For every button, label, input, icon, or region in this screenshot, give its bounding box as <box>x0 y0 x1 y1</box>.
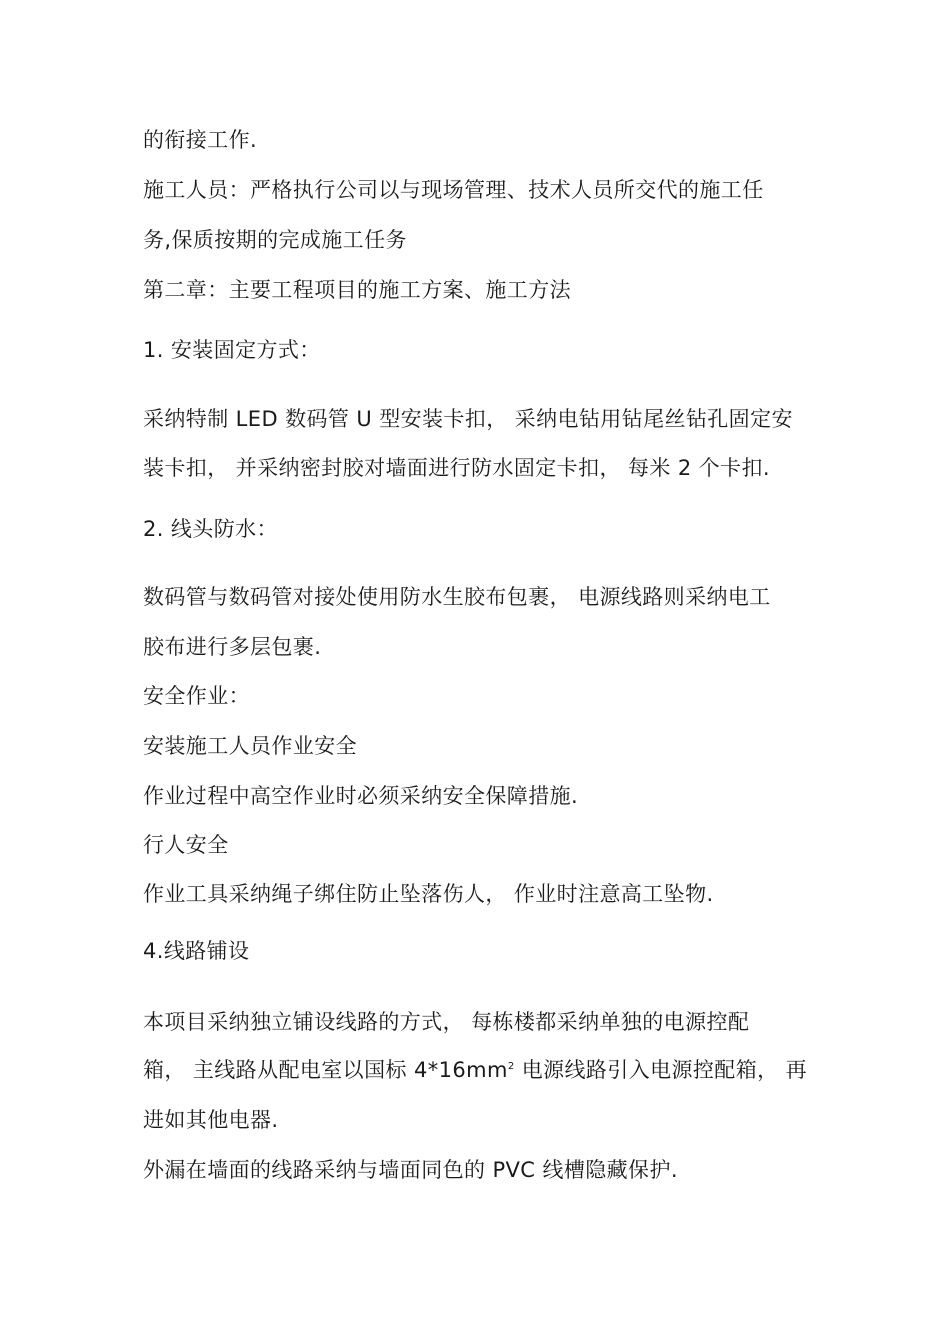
text-line-9: 数码管与数码管对接处使用防水生胶布包裹， 电源线路则采纳电工 <box>143 585 771 609</box>
text-line-10: 胶布进行多层包裹. <box>143 635 322 659</box>
chapter-heading: 第二章：主要工程项目的施工方案、施工方法 <box>143 278 571 302</box>
text-line-18 <box>143 1056 807 1084</box>
section-heading-4: 4.线路铺设 <box>143 939 250 963</box>
text-line-13: 作业过程中高空作业时必须采纳安全保障措施. <box>143 784 579 808</box>
text-line-17: 本项目采纳独立铺设线路的方式， 每栋楼都采纳单独的电源控配 <box>143 1010 750 1034</box>
superscript-2: 2 <box>507 1061 515 1072</box>
text-line-11: 安全作业： <box>143 684 250 708</box>
text-line-15: 作业工具采纳绳子绑住防止坠落伤人， 作业时注意高工坠物. <box>143 882 714 906</box>
text-line-18-after: 电源线路引入电源控配箱， 再 <box>514 1058 807 1082</box>
text-line-7: 装卡扣， 并采纳密封胶对墙面进行防水固定卡扣， 每米 2 个卡扣. <box>143 456 770 480</box>
text-line-3: 务,保质按期的完成施工任务 <box>143 228 407 252</box>
text-line-19: 进如其他电器. <box>143 1108 279 1132</box>
text-line-18-before: 箱， 主线路从配电室以国标 4*16mm <box>143 1058 508 1082</box>
text-line-1: 的衔接工作. <box>143 128 258 152</box>
section-heading-1: 1. 安装固定方式： <box>143 338 321 362</box>
section-heading-2: 2. 线头防水： <box>143 517 278 541</box>
text-line-20: 外漏在墙面的线路采纳与墙面同色的 PVC 线槽隐藏保护. <box>143 1158 678 1182</box>
text-line-2: 施工人员：严格执行公司以与现场管理、技术人员所交代的施工任 <box>143 178 764 202</box>
text-line-14: 行人安全 <box>143 833 229 857</box>
text-line-6: 采纳特制 LED 数码管 U 型安装卡扣， 采纳电钻用钻尾丝钻孔固定安 <box>143 407 793 431</box>
text-line-12: 安装施工人员作业安全 <box>143 734 357 758</box>
